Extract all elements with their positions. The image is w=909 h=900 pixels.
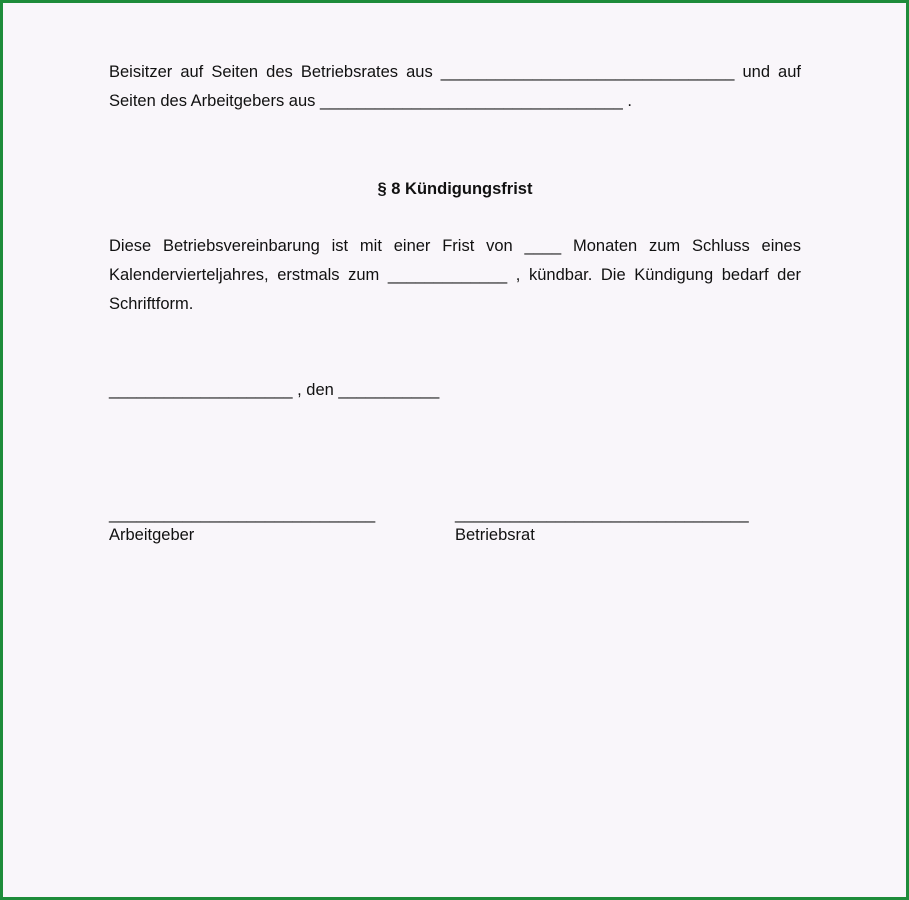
employer-signature-label: Arbeitgeber bbox=[109, 526, 195, 544]
council-signature-label: Betriebsrat bbox=[455, 526, 535, 544]
section-heading: § 8 Kündigungsfrist bbox=[377, 180, 533, 198]
kuendigung-paragraph: Diese Betriebsvereinbarung ist mit einer Frist von ____ Monaten zum Schluss eines Kalendervierteljahres, erstmals zum _____________ , kündbar. Die Kündigung bedarf der Schriftform. bbox=[109, 237, 801, 313]
beisitzer-paragraph: Beisitzer auf Seiten des Betriebsrates aus ________________________________ und auf Seiten des Arbeitgebers aus _________________________________ . bbox=[109, 63, 801, 110]
employer-signature-line: _____________________________ bbox=[109, 505, 376, 523]
place-date-line: ____________________ , den ___________ bbox=[109, 381, 440, 399]
council-signature-line: ________________________________ bbox=[455, 505, 749, 523]
